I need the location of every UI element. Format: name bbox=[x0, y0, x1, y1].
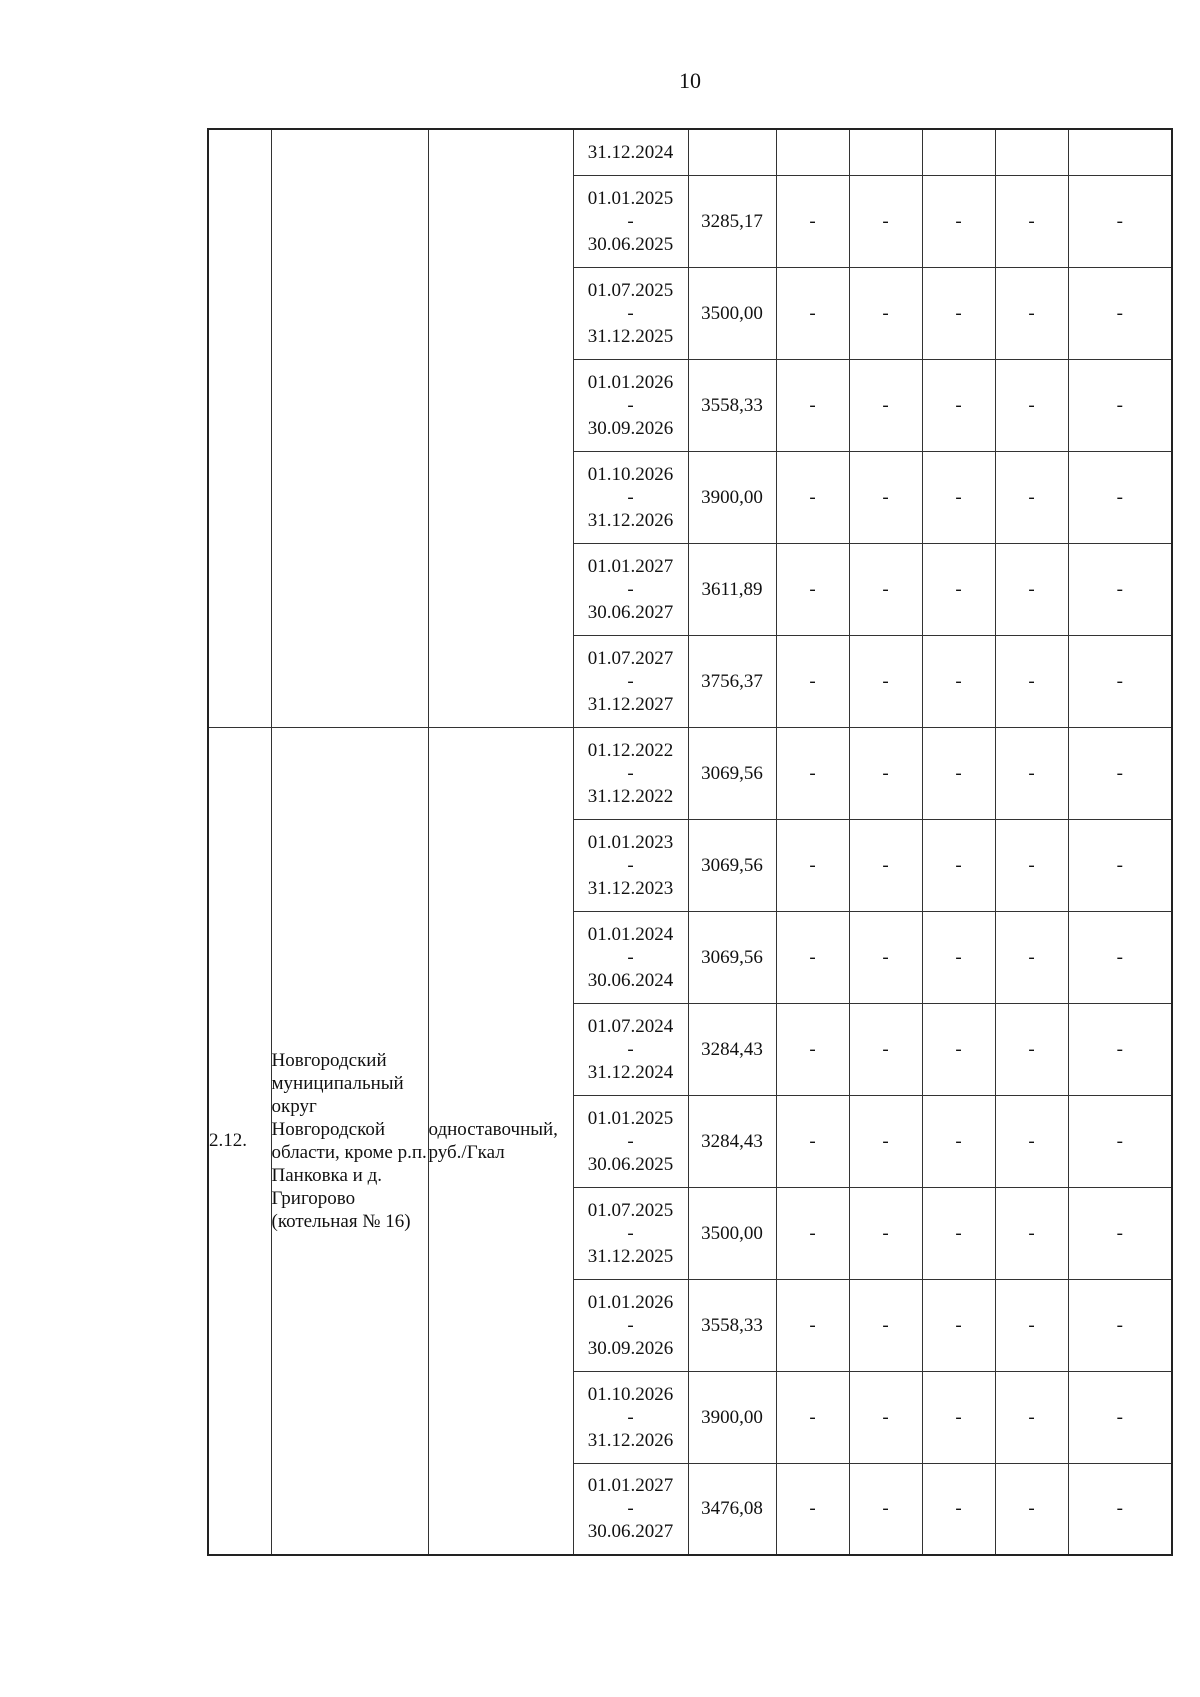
period-cell bbox=[573, 819, 688, 911]
empty-value-cell: - bbox=[776, 635, 849, 727]
period-line: 31.12.2024 bbox=[587, 1061, 674, 1083]
period-line: - bbox=[627, 1498, 634, 1520]
period-line: 01.01.2023 bbox=[587, 831, 674, 853]
period-line: 30.09.2026 bbox=[587, 1337, 674, 1359]
price-cell: 3285,17 bbox=[688, 175, 776, 267]
empty-value-cell: - bbox=[922, 635, 995, 727]
tariff-type-cell: одноставочный, руб./Гкал bbox=[428, 727, 573, 1555]
empty-value-cell: - bbox=[776, 1187, 849, 1279]
price-cell: 3900,00 bbox=[688, 451, 776, 543]
period-cell bbox=[573, 1279, 688, 1371]
empty-value-cell: - bbox=[849, 819, 922, 911]
price-cell: 3284,43 bbox=[688, 1003, 776, 1095]
empty-value-cell: - bbox=[995, 1003, 1068, 1095]
price-cell: 3069,56 bbox=[688, 727, 776, 819]
empty-value-cell: - bbox=[922, 451, 995, 543]
empty-value-cell: - bbox=[995, 819, 1068, 911]
price-cell: 3756,37 bbox=[688, 635, 776, 727]
tariff-type-cell bbox=[428, 129, 573, 727]
empty-value-cell: - bbox=[1068, 1095, 1172, 1187]
empty-value-cell bbox=[922, 129, 995, 175]
period-line: 01.07.2024 bbox=[587, 1015, 674, 1037]
empty-value-cell: - bbox=[776, 359, 849, 451]
empty-value-cell: - bbox=[776, 1003, 849, 1095]
empty-value-cell: - bbox=[849, 1463, 922, 1555]
period-line: 01.12.2022 bbox=[587, 739, 674, 761]
price-cell bbox=[688, 129, 776, 175]
empty-value-cell: - bbox=[995, 175, 1068, 267]
empty-value-cell: - bbox=[849, 1095, 922, 1187]
empty-value-cell: - bbox=[849, 1187, 922, 1279]
row-number-cell: 2.12. bbox=[208, 727, 271, 1555]
period-line: 01.01.2026 bbox=[587, 1291, 674, 1313]
empty-value-cell: - bbox=[922, 819, 995, 911]
empty-value-cell: - bbox=[995, 1187, 1068, 1279]
empty-value-cell: - bbox=[849, 1279, 922, 1371]
empty-value-cell: - bbox=[1068, 1187, 1172, 1279]
period-line: 31.12.2023 bbox=[587, 877, 674, 899]
empty-value-cell: - bbox=[776, 727, 849, 819]
period-line: 30.06.2025 bbox=[587, 1153, 674, 1175]
empty-value-cell: - bbox=[995, 359, 1068, 451]
period-line: - bbox=[627, 946, 634, 968]
period-line: 01.01.2025 bbox=[587, 1107, 674, 1129]
empty-value-cell: - bbox=[776, 911, 849, 1003]
period-line: - bbox=[627, 670, 634, 692]
period-line: 01.07.2027 bbox=[587, 647, 674, 669]
empty-value-cell: - bbox=[776, 543, 849, 635]
period-line: 01.07.2025 bbox=[587, 1199, 674, 1221]
empty-value-cell: - bbox=[1068, 267, 1172, 359]
price-cell: 3476,08 bbox=[688, 1463, 776, 1555]
empty-value-cell: - bbox=[776, 267, 849, 359]
empty-value-cell bbox=[1068, 129, 1172, 175]
empty-value-cell: - bbox=[1068, 1003, 1172, 1095]
empty-value-cell: - bbox=[922, 1279, 995, 1371]
empty-value-cell: - bbox=[776, 819, 849, 911]
empty-value-cell: - bbox=[1068, 543, 1172, 635]
empty-value-cell: - bbox=[922, 911, 995, 1003]
empty-value-cell: - bbox=[849, 359, 922, 451]
empty-value-cell: - bbox=[1068, 819, 1172, 911]
period-line: - bbox=[627, 486, 634, 508]
price-cell: 3069,56 bbox=[688, 911, 776, 1003]
period-line: - bbox=[627, 1222, 634, 1244]
price-cell: 3069,56 bbox=[688, 819, 776, 911]
empty-value-cell: - bbox=[776, 451, 849, 543]
period-line: 01.01.2027 bbox=[587, 1475, 674, 1497]
empty-value-cell: - bbox=[776, 1371, 849, 1463]
empty-value-cell: - bbox=[922, 1003, 995, 1095]
price-cell: 3500,00 bbox=[688, 1187, 776, 1279]
period-cell bbox=[573, 1187, 688, 1279]
tariff-table bbox=[207, 128, 1173, 1556]
empty-value-cell: - bbox=[1068, 451, 1172, 543]
empty-value-cell: - bbox=[849, 635, 922, 727]
empty-value-cell: - bbox=[1068, 727, 1172, 819]
empty-value-cell: - bbox=[849, 267, 922, 359]
period-line: 31.12.2024 bbox=[587, 141, 674, 163]
empty-value-cell: - bbox=[776, 1279, 849, 1371]
period-line: 31.12.2022 bbox=[587, 785, 674, 807]
empty-value-cell: - bbox=[1068, 1279, 1172, 1371]
price-cell: 3558,33 bbox=[688, 1279, 776, 1371]
empty-value-cell: - bbox=[1068, 359, 1172, 451]
empty-value-cell: - bbox=[922, 543, 995, 635]
period-line: - bbox=[627, 1314, 634, 1336]
empty-value-cell: - bbox=[922, 1463, 995, 1555]
period-line: 01.01.2027 bbox=[587, 555, 674, 577]
table-row bbox=[208, 129, 1172, 175]
period-cell bbox=[573, 267, 688, 359]
period-line: - bbox=[627, 210, 634, 232]
price-cell: 3900,00 bbox=[688, 1371, 776, 1463]
empty-value-cell: - bbox=[995, 451, 1068, 543]
period-line: 31.12.2025 bbox=[587, 325, 674, 347]
empty-value-cell: - bbox=[1068, 911, 1172, 1003]
period-line: 01.10.2026 bbox=[587, 463, 674, 485]
empty-value-cell: - bbox=[1068, 1371, 1172, 1463]
empty-value-cell: - bbox=[849, 543, 922, 635]
empty-value-cell: - bbox=[922, 1187, 995, 1279]
period-cell bbox=[573, 359, 688, 451]
period-cell bbox=[573, 1003, 688, 1095]
period-cell bbox=[573, 451, 688, 543]
period-cell bbox=[573, 129, 688, 175]
empty-value-cell: - bbox=[849, 727, 922, 819]
empty-value-cell bbox=[995, 129, 1068, 175]
empty-value-cell: - bbox=[922, 267, 995, 359]
empty-value-cell: - bbox=[995, 911, 1068, 1003]
period-line: - bbox=[627, 394, 634, 416]
period-line: 01.10.2026 bbox=[587, 1383, 674, 1405]
period-cell bbox=[573, 543, 688, 635]
empty-value-cell: - bbox=[995, 1095, 1068, 1187]
period-cell bbox=[573, 175, 688, 267]
empty-value-cell: - bbox=[995, 543, 1068, 635]
empty-value-cell: - bbox=[1068, 635, 1172, 727]
empty-value-cell: - bbox=[849, 1371, 922, 1463]
empty-value-cell: - bbox=[922, 727, 995, 819]
empty-value-cell: - bbox=[922, 359, 995, 451]
period-cell bbox=[573, 1371, 688, 1463]
period-line: 30.09.2026 bbox=[587, 417, 674, 439]
price-cell: 3611,89 bbox=[688, 543, 776, 635]
period-line: - bbox=[627, 578, 634, 600]
period-line: 30.06.2024 bbox=[587, 969, 674, 991]
tariff-table-body bbox=[208, 129, 1172, 1555]
empty-value-cell: - bbox=[922, 175, 995, 267]
empty-value-cell: - bbox=[776, 1463, 849, 1555]
period-line: 31.12.2027 bbox=[587, 693, 674, 715]
period-line: 01.01.2024 bbox=[587, 923, 674, 945]
period-cell bbox=[573, 635, 688, 727]
territory-cell bbox=[271, 129, 428, 727]
period-cell bbox=[573, 1095, 688, 1187]
empty-value-cell: - bbox=[776, 1095, 849, 1187]
period-line: - bbox=[627, 762, 634, 784]
price-cell: 3558,33 bbox=[688, 359, 776, 451]
empty-value-cell: - bbox=[849, 1003, 922, 1095]
price-cell: 3284,43 bbox=[688, 1095, 776, 1187]
period-line: 30.06.2027 bbox=[587, 601, 674, 623]
period-line: 30.06.2025 bbox=[587, 233, 674, 255]
period-line: 30.06.2027 bbox=[587, 1521, 674, 1543]
period-line: 31.12.2025 bbox=[587, 1245, 674, 1267]
empty-value-cell: - bbox=[1068, 1463, 1172, 1555]
period-line: 01.01.2026 bbox=[587, 371, 674, 393]
empty-value-cell: - bbox=[995, 1371, 1068, 1463]
empty-value-cell bbox=[776, 129, 849, 175]
period-line: - bbox=[627, 1038, 634, 1060]
period-cell bbox=[573, 1463, 688, 1555]
row-number-cell bbox=[208, 129, 271, 727]
empty-value-cell bbox=[849, 129, 922, 175]
territory-cell: Новгородский муниципальный округ Новгородской области, кроме р.п. Панковка и д. Григорово (котельная № 16) bbox=[271, 727, 428, 1555]
period-line: - bbox=[627, 302, 634, 324]
empty-value-cell: - bbox=[995, 635, 1068, 727]
price-cell: 3500,00 bbox=[688, 267, 776, 359]
period-cell bbox=[573, 727, 688, 819]
empty-value-cell: - bbox=[995, 1463, 1068, 1555]
empty-value-cell: - bbox=[849, 911, 922, 1003]
page-number: 10 bbox=[679, 68, 701, 93]
period-line: 31.12.2026 bbox=[587, 1429, 674, 1451]
empty-value-cell: - bbox=[849, 451, 922, 543]
empty-value-cell: - bbox=[922, 1371, 995, 1463]
empty-value-cell: - bbox=[1068, 175, 1172, 267]
period-line: 31.12.2026 bbox=[587, 509, 674, 531]
empty-value-cell: - bbox=[995, 727, 1068, 819]
empty-value-cell: - bbox=[849, 175, 922, 267]
empty-value-cell: - bbox=[995, 267, 1068, 359]
period-line: 01.01.2025 bbox=[587, 187, 674, 209]
period-line: 01.07.2025 bbox=[587, 279, 674, 301]
period-line: - bbox=[627, 1406, 634, 1428]
period-line: - bbox=[627, 1130, 634, 1152]
empty-value-cell: - bbox=[776, 175, 849, 267]
empty-value-cell: - bbox=[995, 1279, 1068, 1371]
period-line: - bbox=[627, 854, 634, 876]
table-row bbox=[208, 727, 1172, 819]
empty-value-cell: - bbox=[922, 1095, 995, 1187]
period-cell bbox=[573, 911, 688, 1003]
